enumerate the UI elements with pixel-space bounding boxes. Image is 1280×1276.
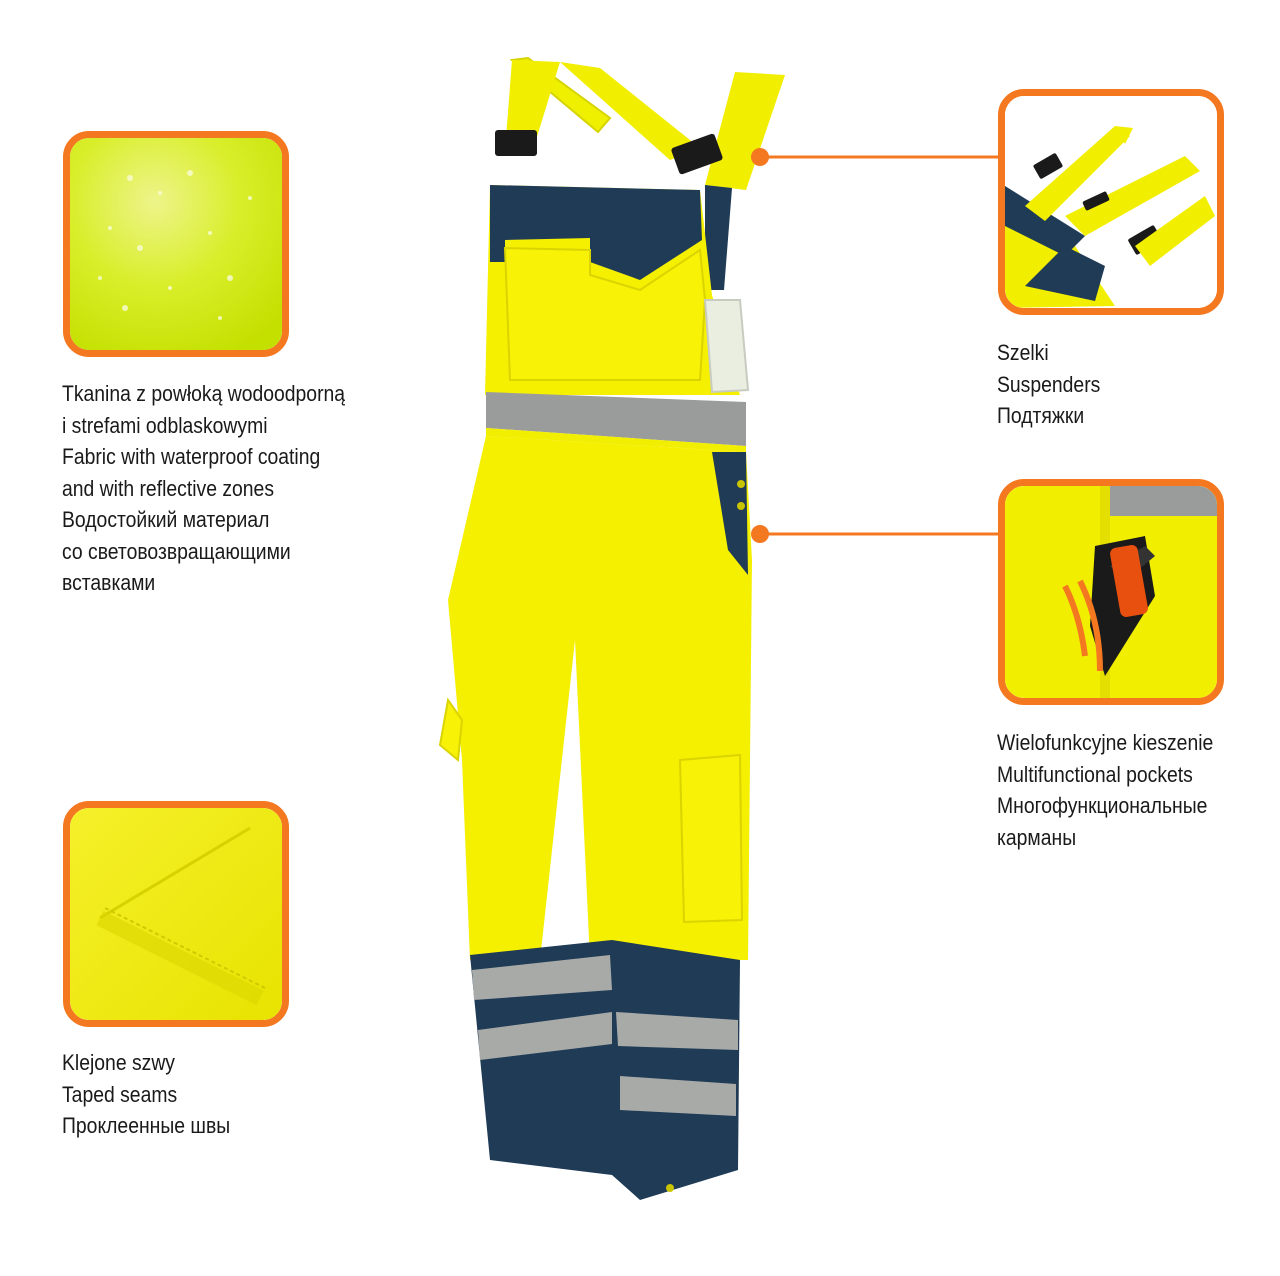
pocket-closeup-icon: [998, 479, 1224, 705]
left-buckle-icon: [495, 130, 537, 156]
caption-line: Водостойкий материал: [62, 507, 270, 532]
caption-line: Fabric with waterproof coating: [62, 444, 321, 469]
right-leg-navy: [612, 940, 740, 1200]
caption-line: i strefami odblaskowymi: [62, 412, 268, 438]
caption-waterproof-fabric: [62, 378, 345, 599]
caption-line: Taped seams: [62, 1081, 178, 1107]
caption-line: Многофункциональные: [997, 793, 1208, 818]
caption-pockets: [997, 727, 1213, 853]
caption-line: and with reflective zones: [62, 475, 274, 501]
caption-line: Проклеенные швы: [62, 1113, 231, 1138]
caption-line: Wielofunkcyjne kieszenie: [997, 730, 1214, 755]
caption-line: Suspenders: [997, 371, 1101, 397]
snap-button-icon: [666, 1184, 674, 1192]
right-strap: [705, 72, 785, 190]
caption-line: вставками: [62, 570, 156, 595]
knee-pocket: [680, 755, 742, 922]
snap-button-icon: [737, 502, 745, 510]
waterproof-fabric-swatch-icon: [63, 131, 289, 357]
taped-seam-swatch-icon: [63, 801, 289, 1027]
caption-line: карманы: [997, 824, 1077, 850]
caption-suspenders: [997, 337, 1100, 432]
suspenders-closeup-icon: [998, 89, 1224, 315]
caption-taped-seams: [62, 1047, 230, 1142]
callout-dot-pockets: [751, 525, 769, 543]
caption-line: Multifunctional pockets: [997, 761, 1193, 787]
caption-line: Klejone szwy: [62, 1050, 175, 1075]
left-strap-upper: [506, 60, 560, 140]
snap-button-icon: [737, 480, 745, 488]
id-pocket: [705, 300, 748, 392]
callout-dot-suspenders: [751, 148, 769, 166]
caption-line: со световозвращающими: [62, 538, 291, 564]
caption-line: Tkanina z powłoką wodoodporną: [62, 381, 346, 406]
caption-line: Szelki: [997, 340, 1049, 365]
caption-line: Подтяжки: [997, 403, 1085, 428]
